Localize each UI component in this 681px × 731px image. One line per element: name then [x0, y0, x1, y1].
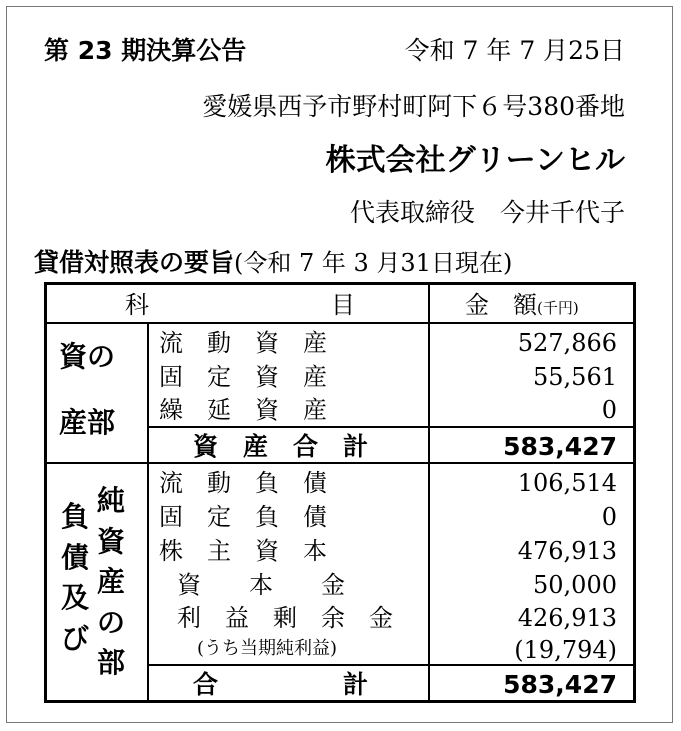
- liability-item-amount: 50,000: [533, 571, 617, 599]
- notice-date: 令和 7 年 7 月25日: [404, 36, 625, 65]
- asset-total-amount: 583,427: [503, 432, 617, 461]
- asset-item-amount: 527,866: [517, 329, 617, 357]
- col-header-unit: (千円): [537, 299, 579, 317]
- net-income-label: (うち当期純利益): [197, 638, 338, 659]
- balance-sheet-subtitle: [34, 250, 512, 275]
- subtitle-date: (令和 7 年 3 月31日現在): [234, 249, 513, 277]
- liabilities-label-char: 負: [60, 500, 89, 533]
- col-header-ka: 科: [125, 291, 149, 319]
- liabilities-label-char: 及: [60, 581, 89, 615]
- grand-total-amount: 583,427: [503, 670, 617, 699]
- net-assets-label-char: 純: [96, 484, 125, 517]
- liability-item-label: 利 益 剰 余 金: [177, 604, 393, 632]
- assets-label-char: 産: [59, 406, 88, 439]
- net-assets-label-char: の: [96, 605, 125, 639]
- liability-item-label: 固 定 負 債: [159, 503, 327, 531]
- liabilities-label-left: [57, 497, 93, 659]
- liability-item-label: 株 主 資 本: [159, 537, 327, 565]
- col-header-amount-text: 金 額: [465, 291, 537, 319]
- liability-item-label: 流 動 負 債: [159, 469, 327, 497]
- amount-column-divider: [428, 285, 430, 700]
- net-assets-label-char: 資: [96, 524, 125, 558]
- liability-item-label: 資 本 金: [177, 571, 345, 599]
- balance-sheet-table: [44, 282, 636, 703]
- grand-total-label: 合 計: [193, 670, 369, 699]
- representative: 代表取締役 今井千代子: [349, 198, 625, 227]
- liabilities-label-right: [93, 481, 129, 684]
- section-divider: [47, 462, 633, 464]
- net-income-amount: (19,794): [514, 636, 617, 664]
- asset-total-top-line: [147, 426, 633, 428]
- liability-item-amount: 0: [601, 503, 617, 531]
- assets-label-char: の: [87, 340, 116, 373]
- liabilities-label-char: び: [60, 621, 89, 655]
- header-divider: [47, 322, 633, 324]
- asset-item-label: 繰 延 資 産: [159, 396, 327, 424]
- liability-item-amount: 476,913: [517, 537, 617, 565]
- net-assets-label-char: 産: [96, 565, 125, 599]
- section-column-divider: [147, 322, 149, 700]
- col-header-amount: [465, 293, 579, 317]
- company-address: 愛媛県西予市野村町阿下６号380番地: [202, 92, 625, 121]
- notice-title: 第 23 期決算公告: [44, 36, 247, 65]
- assets-section-label-line1: [59, 337, 115, 378]
- asset-item-label: 流 動 資 産: [159, 329, 327, 357]
- liability-item-amount: 426,913: [517, 604, 617, 632]
- col-header-moku: 目: [331, 291, 355, 319]
- assets-label-char: 資: [59, 340, 88, 373]
- asset-item-amount: 0: [601, 396, 617, 424]
- liability-item-amount: 106,514: [517, 469, 617, 497]
- asset-item-amount: 55,561: [533, 363, 617, 391]
- liabilities-label-char: 債: [60, 540, 89, 574]
- grand-total-top-line: [147, 664, 633, 666]
- subtitle-text: 貸借対照表の要旨: [34, 248, 235, 277]
- assets-section-label-line2: [59, 403, 115, 444]
- asset-total-label: 資 産 合 計: [193, 432, 369, 461]
- company-name: 株式会社グリーンヒル: [325, 143, 625, 178]
- net-assets-label-char: 部: [96, 646, 125, 680]
- assets-label-char: 部: [87, 406, 116, 439]
- asset-item-label: 固 定 資 産: [159, 363, 327, 391]
